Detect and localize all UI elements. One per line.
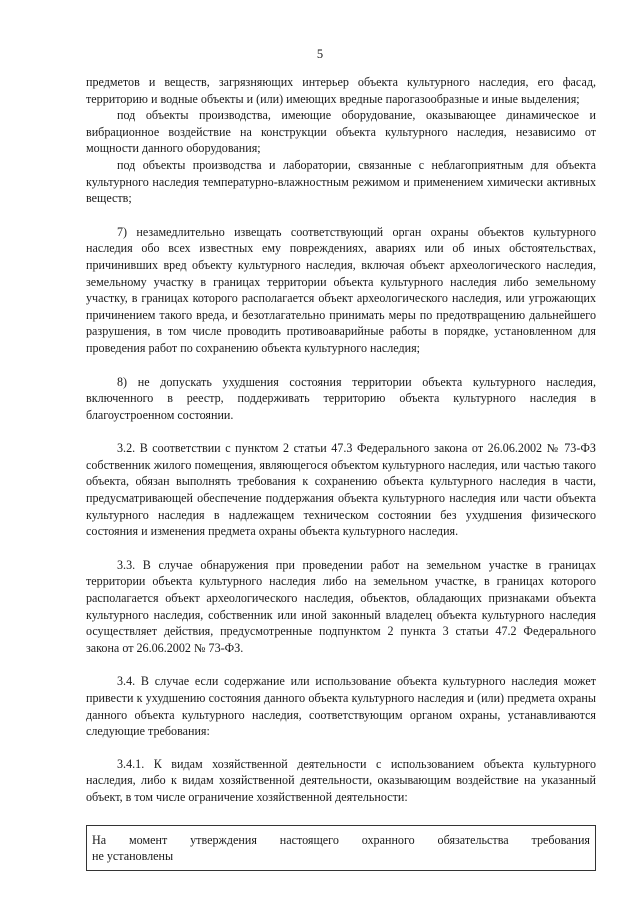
paragraph: 8) не допускать ухудшения состояния территории объекта культурного наследия, включенного в реестр, поддерживать территорию объекта культурного наследия в благоустроенном состоянии. [86,374,596,422]
requirements-box-line: не установлены [92,849,174,864]
paragraph: 3.4.1. К видам хозяйственной деятельности с использованием объекта культурного наследия, либо к видам хозяйственной деятельности, оказывающим воздействие на указанный объект, в том числе ограничение хозяйственной деятельности: [86,756,596,804]
paragraph: 3.3. В случае обнаружения при проведении работ на земельном участке в границах территории объекта культурного наследия либо на земельном участке, в границах которого располагается объект археологического наследия, объектов, обладающих признаками объекта культурного наследия, собственник или иной законный владелец объекта культурного наследия осуществляет действия, предусмотренные подпунктом 2 пункта 3 статьи 47.2 Федерального закона от 26.06.2002 № 73-ФЗ. [86,557,596,655]
paragraph: под объекты производства и лаборатории, связанные с неблагоприятным для объекта культурного наследия температурно-влажностным режимом и применением химически активных веществ; [86,157,596,206]
page-number: 5 [316,47,324,61]
paragraph: под объекты производства, имеющие оборудование, оказывающее динамическое и вибрационное воздействие на конструкции объекта культурного наследия, независимо от мощности данного оборудования; [86,108,596,156]
requirements-box-line: На момент утверждения настоящего охранного обязательства требования [92,832,590,847]
paragraph: 3.4. В случае если содержание или использование объекта культурного наследия может привести к ухудшению состояния данного объекта культурного наследия и (или) предмета охраны данного объекта культурного наследия, соответствующим органом охраны, устанавливаются следующие требования: [86,674,596,739]
document-body [86,74,596,871]
paragraph: 3.2. В соответствии с пунктом 2 статьи 47.3 Федерального закона от 26.06.2002 № 73-ФЗ собственник жилого помещения, являющегося объектом культурного наследия, или частью такого объекта, обязан выполнять требования к сохранению объекта культурного наследия в части, предусматривающей обеспечение поддержания объекта культурного наследия или части объекта культурного наследия в надлежащем техническом состоянии без ухудшения физического состояния и изменения предмета охраны объекта культурного наследия. [86,441,596,539]
requirements-box [86,825,596,871]
paragraph: предметов и веществ, загрязняющих интерьер объекта культурного наследия, его фасад, территорию и водные объекты и (или) имеющих вредные парогазообразные и иные выделения; [86,75,596,106]
paragraph: 7) незамедлительно извещать соответствующий орган охраны объектов культурного наследия обо всех известных ему повреждениях, авариях или об иных обстоятельствах, причинивших вред объекту культурного наследия, включая объект археологического наследия, земельному участку в границах территории объекта культурного наследия либо земельному участку, в границах которого располагается объект археологического наследия, или угрожающих причинением такого вреда, и безотлагательно принимать меры по предотвращению дальнейшего разрушения, в том числе проводить противоаварийные работы в порядке, установленном для проведения работ по сохранению объекта культурного наследия; [86,224,596,355]
